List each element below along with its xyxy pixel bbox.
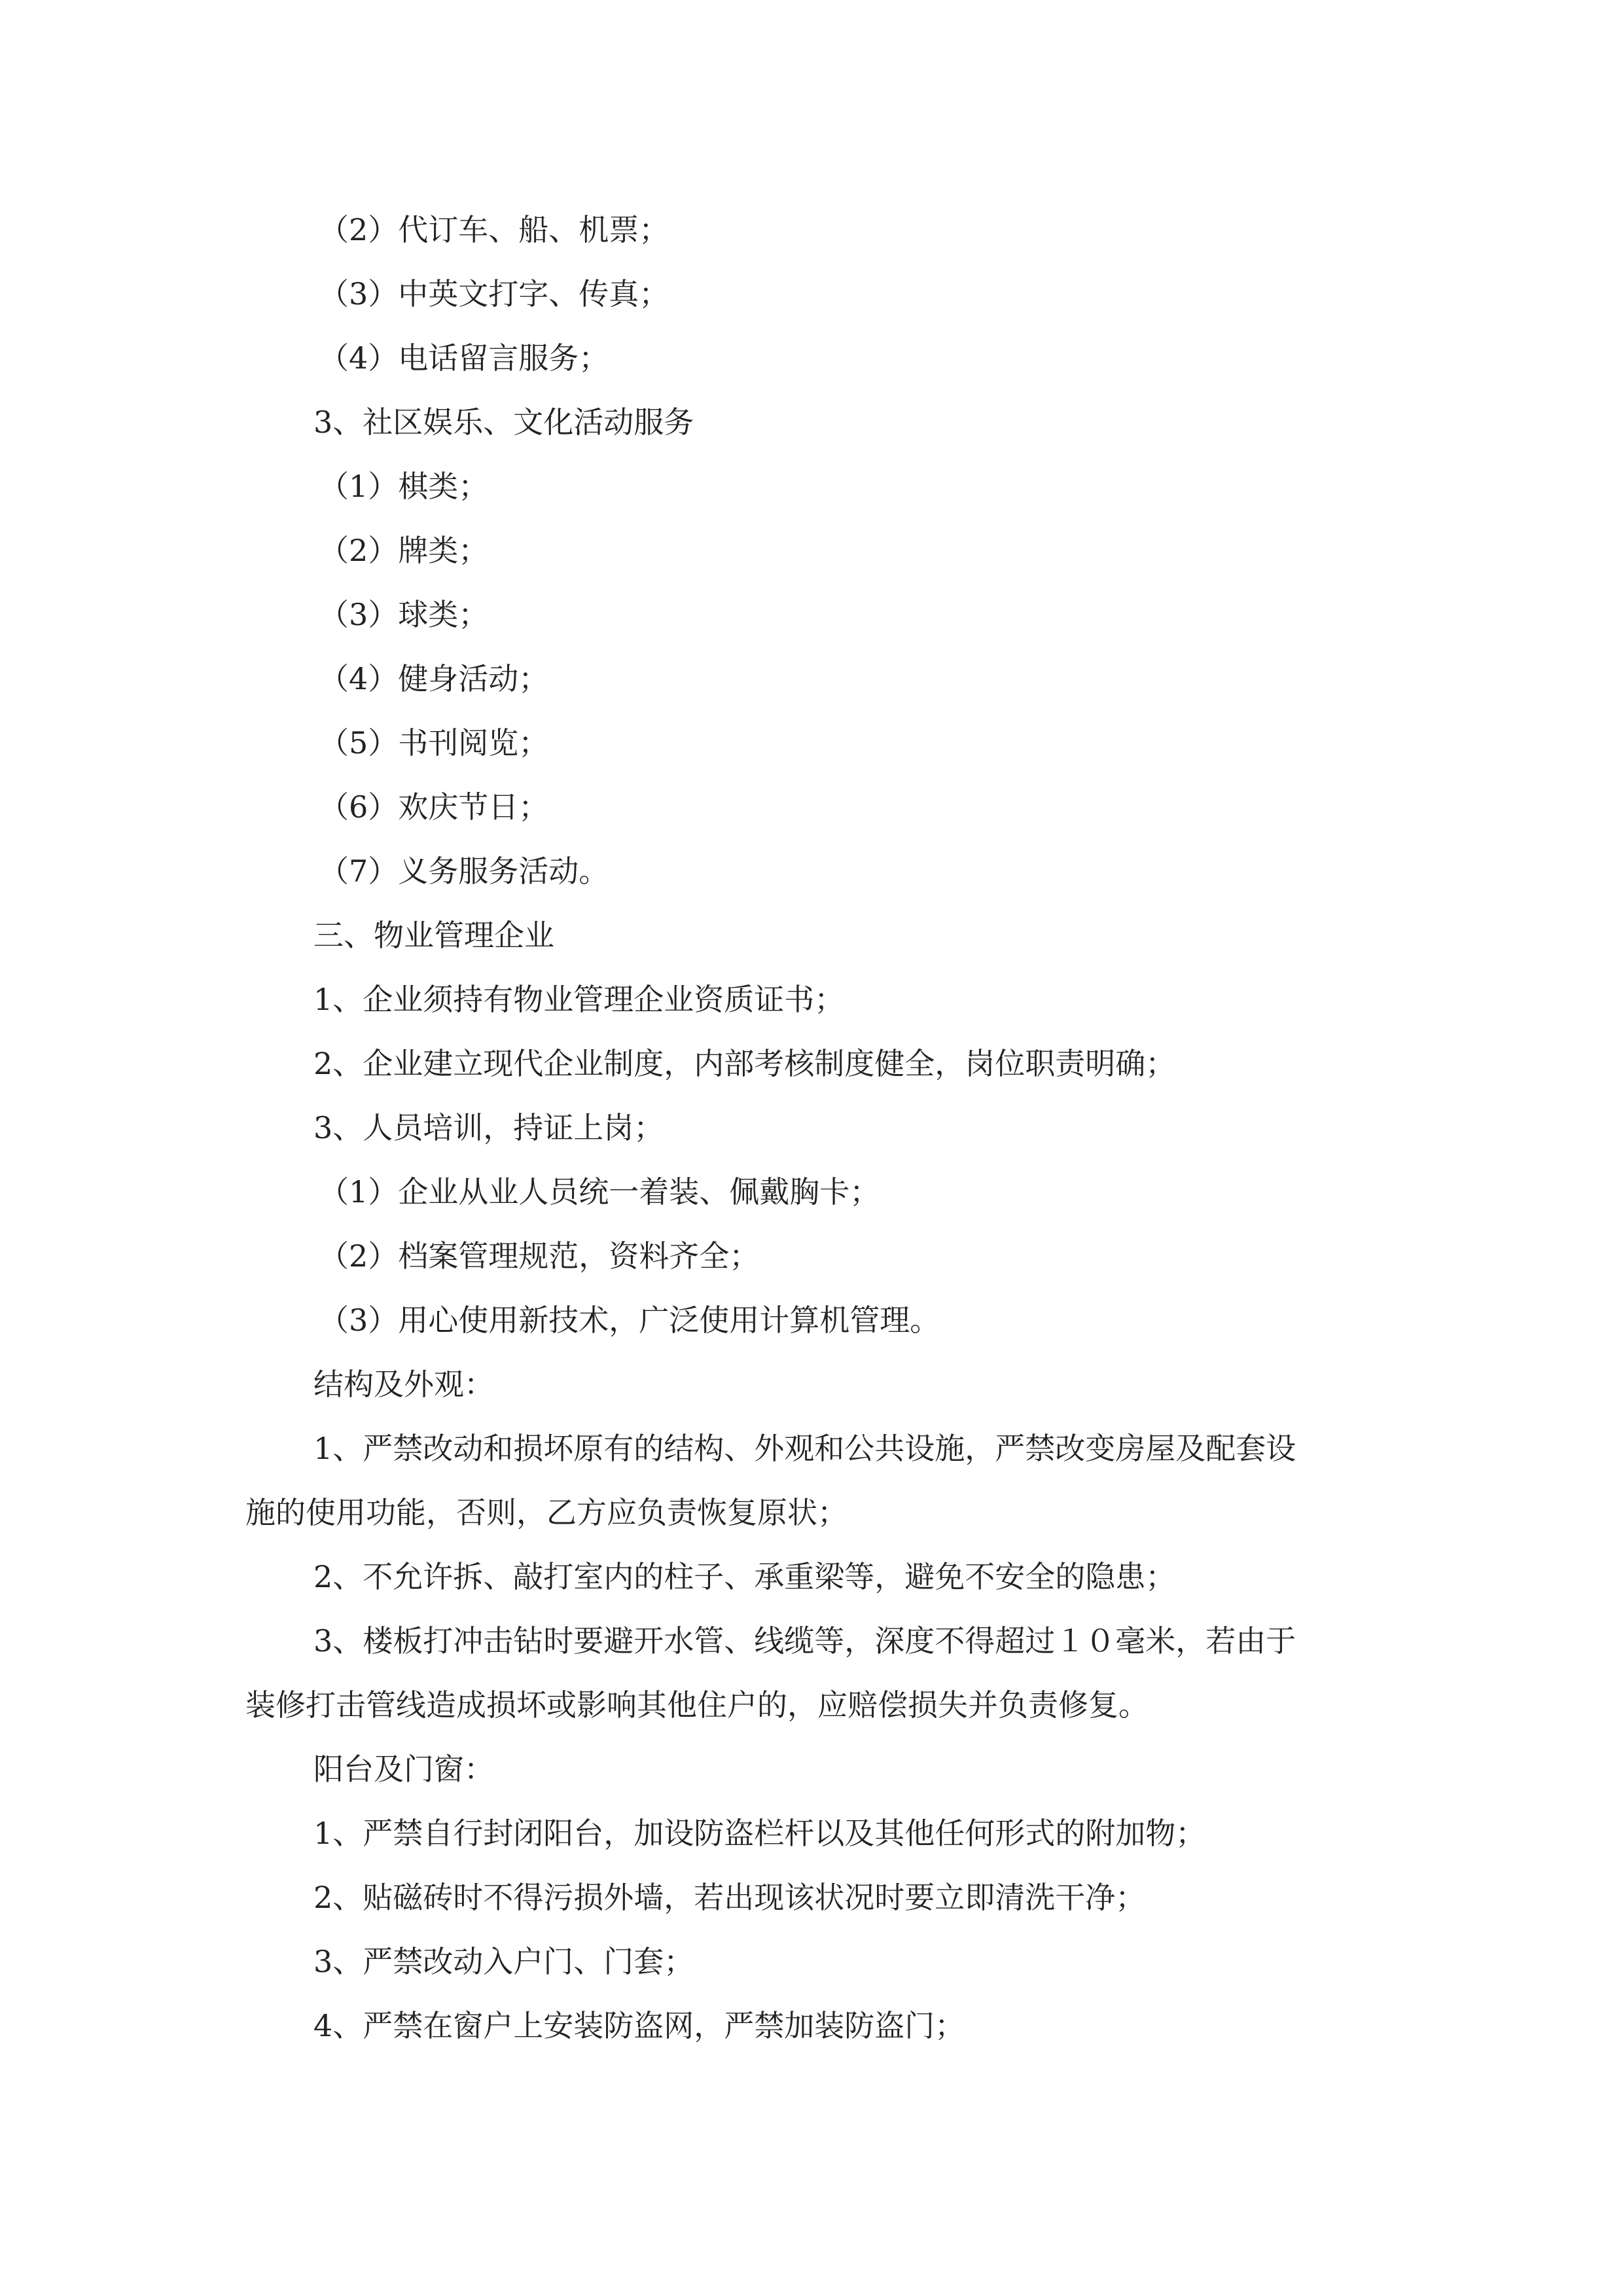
text-line: （1）棋类； <box>319 469 489 504</box>
text-line: （3）中英文打字、传真； <box>319 276 669 312</box>
text-line: （2）代订车、船、机票； <box>319 212 669 247</box>
text-line: 3、人员培训，持证上岗； <box>313 1110 664 1145</box>
text-line: 1、企业须持有物业管理企业资质证书； <box>313 982 845 1017</box>
text-line: （7）义务服务活动。 <box>319 853 609 889</box>
text-line: （2）档案管理规范，资料齐全； <box>319 1238 760 1274</box>
text-line: （3）用心使用新技术，广泛使用计算机管理。 <box>319 1302 940 1338</box>
text-line: 3、严禁改动入户门、门套； <box>313 1944 694 1979</box>
text-line: （2）牌类； <box>319 533 489 568</box>
section-heading: 结构及外观： <box>313 1367 494 1402</box>
text-line: 施的使用功能，否则，乙方应负责恢复原状； <box>245 1495 847 1530</box>
text-line: 1、严禁改动和损坏原有的结构、外观和公共设施，严禁改变房屋及配套设 <box>313 1431 1296 1466</box>
text-line: （4）健身活动； <box>319 661 549 696</box>
text-line: 装修打击管线造成损坏或影响其他住户的，应赔偿损失并负责修复。 <box>245 1687 1149 1723</box>
text-line: 2、企业建立现代企业制度，内部考核制度健全，岗位职责明确； <box>313 1046 1176 1081</box>
text-line: （1）企业从业人员统一着装、佩戴胸卡； <box>319 1174 880 1210</box>
section-heading: 阳台及门窗： <box>313 1751 494 1787</box>
text-line: 2、贴磁砖时不得污损外墙，若出现该状况时要立即清洗干净； <box>313 1880 1146 1915</box>
text-line: 2、不允许拆、敲打室内的柱子、承重梁等，避免不安全的隐患； <box>313 1559 1176 1594</box>
text-line: 4、严禁在窗户上安装防盗网，严禁加装防盗门； <box>313 2008 965 2043</box>
section-heading: 3、社区娱乐、文化活动服务 <box>313 404 694 440</box>
text-line: （5）书刊阅览； <box>319 725 549 761</box>
document-body <box>245 198 1384 2058</box>
text-line: （4）电话留言服务； <box>319 340 609 376</box>
section-heading: 三、物业管理企业 <box>313 918 554 953</box>
text-line: 1、严禁自行封闭阳台，加设防盗栏杆以及其他任何形式的附加物； <box>313 1816 1206 1851</box>
text-line: 3、楼板打冲击钻时要避开水管、线缆等，深度不得超过１０毫米，若由于 <box>313 1623 1296 1659</box>
text-line: （3）球类； <box>319 597 489 632</box>
text-line: （6）欢庆节日； <box>319 789 549 825</box>
